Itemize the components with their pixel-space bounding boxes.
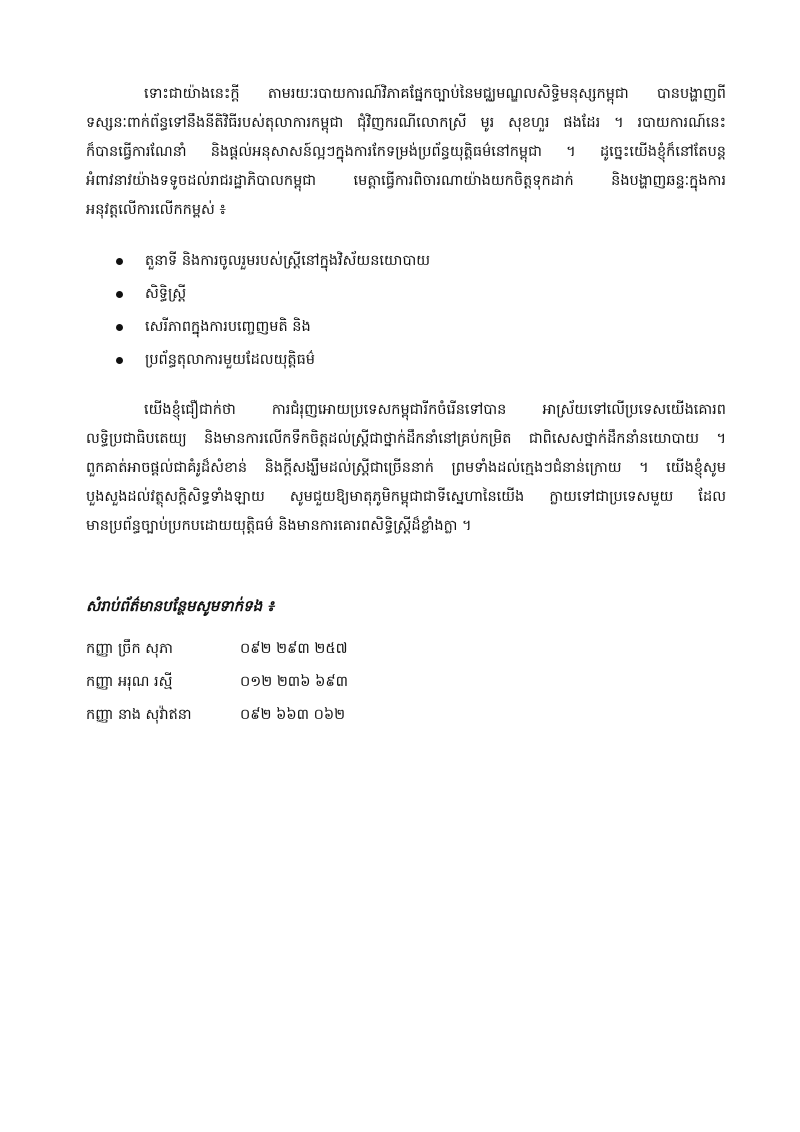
- paragraph-line: អនុវត្តលើការលើកកម្ពស់ ៖: [86, 202, 226, 218]
- contact-name: កញ្ញា នាង សុវ៉ាឥនា: [86, 707, 192, 723]
- contact-phone: ០៩២ ២៩៣ ២៥៧: [240, 641, 348, 657]
- paragraph-line: ទោះជាយ៉ាងនេះក្តី តាមរយៈរបាយការណ៍វិភាគផ្នែកច្បាប់នៃមជ្ឈមណ្ឌលសិទ្ធិមនុស្សកម្ពុជា បានបង្ហាញពី: [144, 86, 726, 102]
- intro-paragraph: [86, 80, 726, 225]
- paragraph-line: ពួកគាត់អាចផ្តល់ជាគំរូដ៏សំខាន់ និងក្តីសង្ឃឹមដល់ស្ត្រីជាច្រើននាក់ ព្រមទាំងដល់ក្មេងៗជំនាន់ក្រោយ ។ យើងខ្ញុំសូម: [86, 460, 726, 476]
- list-item: [116, 346, 430, 379]
- list-item: [116, 280, 430, 313]
- contact-heading: សំរាប់ព័ត៌មានបន្ថែមសូមទាក់ទង ៖: [86, 597, 274, 615]
- list-item-text: សេរីភាពក្នុងការបញ្ចេញមតិ និង: [145, 319, 311, 335]
- bullet-icon: [116, 291, 123, 298]
- demands-list: [116, 247, 430, 379]
- list-item-text: តួនាទី និងការចូលរួមរបស់ស្ត្រីនៅក្នុងវិស័យនយោបាយ: [145, 253, 431, 269]
- list-item: [116, 247, 430, 280]
- contact-name: កញ្ញា ច្រឹក សុភា: [86, 641, 173, 657]
- paragraph-line: ទស្សនៈពាក់ព័ន្ធទៅនឹងនីតិវិធីរបស់តុលាការកម្ពុជា ជុំវិញករណីលោកស្រី មូរ សុខហួរ ផងដែរ ។ របាយការណ៍នេះ: [86, 115, 726, 131]
- bullet-icon: [116, 324, 123, 331]
- list-item-text: ប្រព័ន្ធតុលាការមួយដែលយុត្តិធម៌: [145, 352, 315, 368]
- contact-name: កញ្ញា អរុណ រស្មី: [86, 674, 173, 690]
- paragraph-line: បួងសួងដល់វត្ថុសក្តិសិទ្ធទាំងឡាយ សូមជួយឱ្យមាតុភូមិកម្ពុជាជាទីស្នេហានៃយើង ក្លាយទៅជាប្រទេសមួយ ដែល: [86, 489, 726, 505]
- bullet-icon: [116, 357, 123, 364]
- contact-phone: ០៩២ ៦៦៣ ០៦២: [240, 707, 346, 723]
- closing-paragraph: [86, 396, 726, 541]
- paragraph-line: យើងខ្ញុំជឿជាក់ថា ការជំរុញអោយប្រទេសកម្ពុជារីកចំរើនទៅបាន អាស្រ័យទៅលើប្រទេសយើងគោរព: [144, 402, 726, 418]
- paragraph-line: មានប្រព័ន្ធច្បាប់ប្រកបដោយយុត្តិធម៌ និងមានការគោរពសិទ្ធិស្ត្រីដ៏ខ្លាំងក្លា ។: [86, 518, 472, 534]
- bullet-icon: [116, 258, 123, 265]
- paragraph-line: លទ្ធិប្រជាធិបតេយ្យ និងមានការលើកទឹកចិត្តដល់ស្ត្រីជាថ្នាក់ដឹកនាំនៅគ្រប់កម្រិត ជាពិសេសថ្នាក់ដឹកនាំនយោបាយ ។: [86, 431, 726, 447]
- list-item: [116, 313, 430, 346]
- contact-phone: ០១២ ២៣៦ ៦៩៣: [240, 674, 348, 690]
- list-item-text: សិទ្ធិស្ត្រី: [145, 286, 187, 302]
- paragraph-line: អំពាវនាវយ៉ាងទទូចដល់រាជរដ្ឋាភិបាលកម្ពុជា មេត្តាធ្វើការពិចារណាយ៉ាងយកចិត្តទុកដាក់ និងបង្ហាញឆន្ទៈក្នុងការ: [86, 173, 726, 189]
- paragraph-line: ក៏បានធ្វើការណែនាំ និងផ្តល់អនុសាសន៍ល្អៗក្នុងការកែទម្រង់ប្រព័ន្ធយុត្តិធម៌នៅកម្ពុជា ។ ដូច្នេះយើងខ្ញុំក៏នៅតែបន្ត: [86, 144, 726, 160]
